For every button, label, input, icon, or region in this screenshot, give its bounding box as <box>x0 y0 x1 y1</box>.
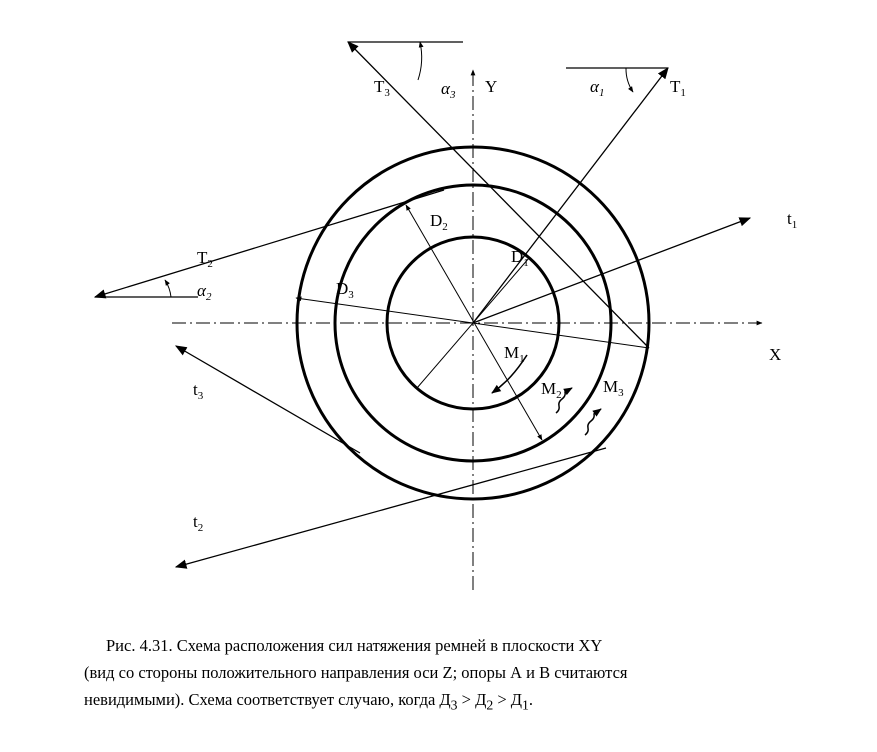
label-M1: $M_1$ <box>504 343 525 365</box>
alpha1-arc <box>626 68 633 92</box>
alpha3-arc <box>418 42 422 80</box>
moment-m3-arrow <box>585 409 601 435</box>
label-M2: $M_2$ <box>541 379 562 401</box>
label-alpha3: $\alpha_3$ <box>441 79 456 101</box>
label-T2: $T_2$ <box>197 248 213 270</box>
label-D3: $D_3$ <box>336 279 354 301</box>
label-D2: $D_2$ <box>430 211 448 233</box>
label-t3: $t_3$ <box>193 380 204 402</box>
belt-t3-slack-line <box>176 346 360 453</box>
belt-t2-slack-line <box>176 448 606 567</box>
caption-line-2: (вид со стороны положительного направления оси Z; опоры А и В считаются <box>84 663 628 682</box>
axis-x-label: X <box>769 345 782 364</box>
label-t2: $t_2$ <box>193 512 204 534</box>
label-t1: $t_1$ <box>787 209 798 231</box>
label-M3: $M_3$ <box>603 377 624 399</box>
caption-line-1: Рис. 4.31. Схема расположения сил натяжения ремней в плоскости XY <box>106 636 603 655</box>
label-alpha1: $\alpha_1$ <box>590 77 605 99</box>
belt-t1-tight-line <box>473 68 668 323</box>
alpha2-arc <box>165 280 171 297</box>
caption-line-3: невидимыми). Схема соответствует случаю, когда $Д_3 > Д_2 > Д_1$. <box>84 690 534 713</box>
label-alpha2: $\alpha_2$ <box>197 281 212 303</box>
label-T1: $T_1$ <box>670 77 686 99</box>
label-D1: $D_1$ <box>511 247 529 269</box>
axis-y-label: Y <box>485 77 498 96</box>
belt-t2-tight-line <box>95 190 444 297</box>
figure-caption <box>84 632 854 718</box>
label-T3: $T_3$ <box>374 77 390 99</box>
